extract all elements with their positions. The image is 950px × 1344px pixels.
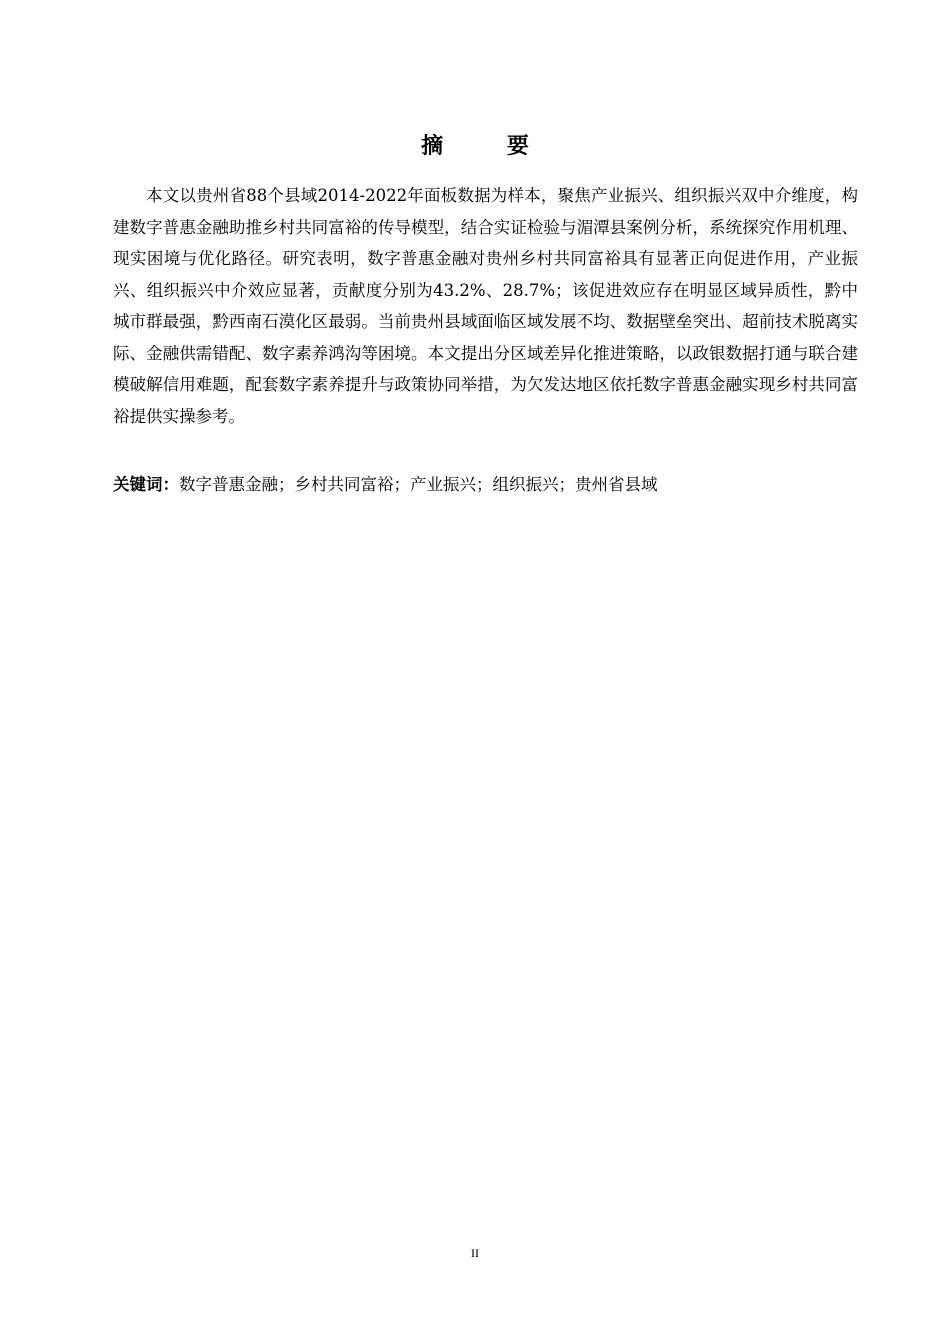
abstract-title: 摘 要: [421, 133, 557, 159]
keywords-line: [113, 469, 858, 501]
abstract-text: 本文以贵州省88个县域2014-2022年面板数据为样本，聚焦产业振兴、组织振兴双中介维度，构建数字普惠金融助推乡村共同富裕的传导模型，结合实证检验与湄潭县案例分析，系统探究作用机理、现实困境与优化路径。研究表明，数字普惠金融对贵州乡村共同富裕具有显著正向促进作用，产业振兴、组织振兴中介效应显著，贡献度分别为43.2%、28.7%；该促进效应存在明显区域异质性，黔中城市群最强，黔西南石漠化区最弱。当前贵州县域面临区域发展不均、数据壁垒突出、超前技术脱离实际、金融供需错配、数字素养鸿沟等困境。本文提出分区域差异化推进策略，以政银数据打通与联合建模破解信用难题，配套数字素养提升与政策协同举措，为欠发达地区依托数字普惠金融实现乡村共同富裕提供实操参考。: [113, 186, 858, 426]
keywords-label: 关键词：: [113, 475, 179, 494]
keywords-list: 数字普惠金融；乡村共同富裕；产业振兴；组织振兴；贵州省县域: [179, 475, 658, 494]
page-number: II: [471, 1246, 479, 1260]
